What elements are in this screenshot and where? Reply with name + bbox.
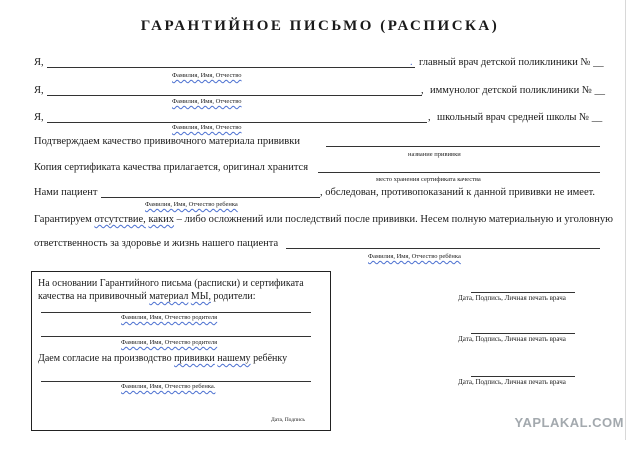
guarantee-part-3: каких [148,214,175,225]
storage-caption: место хранения сертификата качества [376,176,481,183]
row2-name-line [47,95,422,96]
row1-prefix: Я, [34,57,44,68]
parent2-name-line [41,336,311,337]
confirm-text: Подтверждаем качество прививочного материала прививки [34,136,300,147]
signature3-caption: Дата, Подпись, Личная печать врача [458,378,566,386]
child-caption-text: Фамилия, Имя, Отчество ребенка. [121,383,216,390]
signature1-line [471,292,575,293]
row3-prefix: Я, [34,112,44,123]
row1-caption [172,72,241,80]
box-line1: На основании Гарантийного письма (расписки) и сертификата [38,278,304,289]
consent-part-b: прививки [174,353,215,364]
responsibility-name-line [286,248,600,249]
responsibility-caption [368,253,461,261]
child-name-line [41,381,311,382]
child-caption [121,383,215,391]
storage-place-line [318,172,600,173]
consent-part-d: ребёнку [253,353,288,364]
guarantee-part-2: отсутствие, [94,214,146,225]
patient-caption-text: Фамилия, Имя, Отчество ребенка [145,201,238,208]
row1-dot: . [410,57,413,68]
vaccine-name-line [326,146,600,147]
document-title: ГАРАНТИЙНОЕ ПИСЬМО (РАСПИСКА) [140,18,500,34]
parent1-name-line [41,312,311,313]
row2-comma: , [421,85,424,96]
page-edge [625,0,626,440]
watermark: YAPLAKAL.COM [514,415,624,430]
consent-text [38,353,287,365]
patient-name-line [101,197,320,198]
row3-name-line [47,122,427,123]
patient-caption [145,201,238,209]
parent2-caption-text: Фамилия, Имя, Отчество родителя [121,339,218,346]
row3-caption-text: Фамилия, Имя, Отчество [172,124,242,131]
row2-prefix: Я, [34,85,44,96]
parent1-caption [121,314,217,322]
row2-suffix: иммунолог детской поликлиники № __ [430,85,606,96]
row1-name-line [47,67,415,68]
copy-text: Копия сертификата качества прилагается, оригинал хранится [34,162,309,173]
box-line2-part-c: МЫ, [190,291,211,302]
patient-suffix: , обследован, противопоказаний к данной прививки не имеет. [320,187,596,198]
parent2-caption [121,339,217,347]
consent-part-c: нашему [217,353,251,364]
responsibility-caption-text: Фамилия, Имя, Отчество ребёнка [368,253,461,260]
row1-caption-text: Фамилия, Имя, Отчество [172,72,242,79]
row3-comma: , [428,112,431,123]
parent1-caption-text: Фамилия, Имя, Отчество родителя [121,314,218,321]
patient-prefix: Нами пациент [34,187,98,198]
box-line2-part-d: родители: [213,291,256,302]
box-line2-part-b: материал [149,291,189,302]
guarantee-part-1: Гарантируем [34,214,92,225]
row3-caption [172,124,241,132]
row2-caption [172,98,241,106]
row2-caption-text: Фамилия, Имя, Отчество [172,98,242,105]
guarantee-part-4: – либо осложнений или последствий после прививки. Несем полную материальную и уголовную [176,214,613,225]
box-sign-caption: Дата, Подпись [271,417,305,423]
responsibility-text: ответственность за здоровье и жизнь нашего пациента [34,238,279,249]
consent-part-a: Даем согласие на производство [38,353,172,364]
signature2-caption: Дата, Подпись, Личная печать врача [458,335,566,343]
vaccine-caption: название прививки [408,151,461,158]
signature2-line [471,333,575,334]
row1-suffix: главный врач детской поликлиники № __ [419,57,604,68]
box-line2 [38,291,256,303]
guarantee-text [34,214,613,226]
signature3-line [471,376,575,377]
box-line2-part-a: качества на прививочный [38,291,147,302]
row3-suffix: школьный врач средней школы № __ [437,112,603,123]
parent-consent-box [31,271,331,431]
signature1-caption: Дата, Подпись, Личная печать врача [458,294,566,302]
